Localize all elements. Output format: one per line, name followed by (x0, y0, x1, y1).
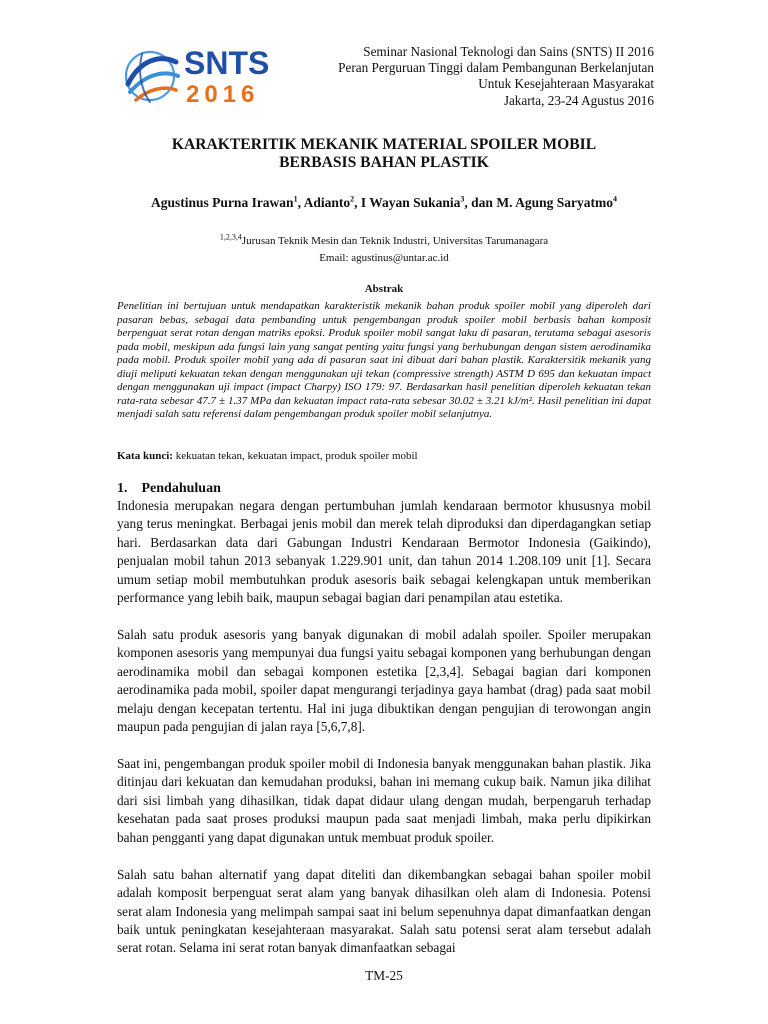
conference-theme-cont: Untuk Kesejahteraan Masyarakat (478, 76, 654, 92)
author-separator: , dan (464, 195, 497, 210)
body-paragraph: Indonesia merupakan negara dengan pertumbuhan jumlah kendaraan bermotor khususnya mobil yang terus meningkat. Berbagai jenis mobil dan merek telah diproduksi dan diperdagangkan setiap hari. Berdasarkan data dari Gabungan Industri Kendaraan Bermotor Indonesia (Gaikindo), penjualan mobil tahun 2013 sebanyak 1.229.901 unit, dan tahun 2014 1.208.109 unit [1]. Secara umum setiap mobil membutuhkan produk asesoris baik sebagai kelengkapan untuk memberikan performance yang lebih baik, maupun sebagai bagian dari penampilan atau estetika. (117, 498, 651, 606)
page-number: TM-25 (365, 968, 403, 983)
body-paragraph: Salah satu bahan alternatif yang dapat diteliti dan dikembangkan sebagai bahan spoiler mobil adalah komposit berpenguat serat alam yang banyak dihasilkan oleh alam di Indonesia. Potensi serat alam Indonesia yang melimpah sampai saat ini belum sepenuhnya dapat dimanfaatkan dengan baik untuk peningkatan kesejahteraan masyarakat. Salah satu potensi serat alam tersebut adalah serat rotan. Selama ini serat rotan banyak dimanfaatkan sebagai (117, 866, 651, 956)
paper-title-line-2: BERBASIS BAHAN PLASTIK (279, 154, 489, 171)
affiliation (110, 233, 658, 249)
section-heading (117, 481, 221, 497)
author-superscript: 4 (612, 194, 617, 204)
author-name: I Wayan Sukania (360, 195, 461, 210)
snts-logo-graphic (120, 40, 285, 110)
abstract-heading: Abstrak (364, 283, 404, 295)
logo-name-text: SNTS (184, 45, 270, 81)
conference-name: Seminar Nasional Teknologi dan Sains (SNTS) II 2016 (363, 44, 654, 59)
author-separator: , (297, 195, 304, 210)
abstract-text: Penelitian ini bertujuan untuk mendapatkan karakteristik mekanik bahan produk spoiler mobil yang diperoleh dari pasaran bebas, sebagai data pembanding untuk pengembangan produk spoiler mobil berbasis bahan komposit berpenguat serat rotan dengan matriks epoksi. Produk spoiler mobil sangat laku di pasaran, terutama sebagai asesoris pada mobil, meskipun ada fungsi lain yang sangat penting yaitu fungsi yang berhubungan dengan sistem aerodinamika pada mobil. Produk spoiler mobil yang ada di pasaran saat ini dibuat dari bahan plastik. Karaktersitik mekanik yang diuji meliputi kekuatan tekan dengan menggunakan uji tekan (compressive strength) ASTM D 695 dan kekuatan impact dengan menggunakan uji impact (impact Charpy) ISO 179: 97. Berdasarkan hasil penelitian diperoleh kekuatan tekan rata-rata sebesar 47.7 ± 1.37 MPa dan kekuatan impact rata-rata sebesar 30.02 ± 3.21 kJ/m². Hasil penelitian ini dapat menjadi salah satu referensi dalam pengembangan produk spoiler mobil selanjutnya. (117, 300, 651, 421)
section-body (117, 497, 651, 976)
conference-header (294, 44, 654, 109)
section-number: 1. (117, 481, 128, 496)
snts-logo (120, 40, 285, 110)
author-name: M. Agung Saryatmo (496, 195, 613, 210)
section-title: Pendahuluan (141, 481, 221, 496)
author-superscript: 3 (460, 194, 465, 204)
author-name: Adianto (303, 195, 351, 210)
affiliation-superscript: 1,2,3,4 (219, 232, 242, 242)
author-superscript: 1 (293, 194, 298, 204)
paper-title-line-1: KARAKTERITIK MEKANIK MATERIAL SPOILER MOBIL (171, 136, 597, 153)
body-paragraph: Salah satu produk asesoris yang banyak digunakan di mobil adalah spoiler. Spoiler merupakan komponen asesoris yang mempunyai dua fungsi yaitu sebagai komponen yang berhubungan dengan aerodinamika mobil dan sebagai komponen estetika [2,3,4]. Sebagai bagian dari komponen aerodinamika pada mobil, spoiler dapat mengurangi terjadinya gaya hambat (drag) pada saat mobil melaju dengan kecepatan tertentu. Hal ini juga dibuktikan dengan pengujian di terowongan angin maupun pada pengujian di jalan raya [5,6,7,8]. (117, 627, 651, 735)
paper-title (110, 136, 658, 172)
author-superscript: 2 (350, 194, 355, 204)
author-name: Agustinus Purna Irawan (151, 195, 294, 210)
conference-theme: Peran Perguruan Tinggi dalam Pembangunan Berkelanjutan (338, 60, 654, 76)
logo-year-text: 2016 (186, 81, 260, 108)
affiliation-text: Jurusan Teknik Mesin dan Teknik Industri, Universitas Tarumanagara (241, 235, 549, 247)
keywords-label: Kata kunci: (117, 450, 173, 462)
conference-date-place: Jakarta, 23-24 Agustus 2016 (503, 92, 654, 108)
keywords (117, 449, 651, 463)
body-paragraph: Saat ini, pengembangan produk spoiler mobil di Indonesia banyak menggunakan bahan plastik. Jika ditinjau dari kekuatan dan kemudahan produksi, bahan ini memang cukup baik. Namun jika dilihat dari sisi limbah yang dihasilkan, tidak dapat didaur ulang dengan mudah, berpengaruh terhadap kesehatan pada saat proses produksi maupun pada saat menjadi limbah, maka perlu dipikirkan bahan pengganti yang dapat digunakan untuk membuat produk spoiler. (117, 756, 651, 845)
author-list (110, 195, 658, 211)
keywords-text: kekuatan tekan, kekuatan impact, produk spoiler mobil (175, 450, 418, 462)
contact-email: Email: agustinus@untar.ac.id (319, 252, 449, 264)
author-separator: , (354, 195, 361, 210)
